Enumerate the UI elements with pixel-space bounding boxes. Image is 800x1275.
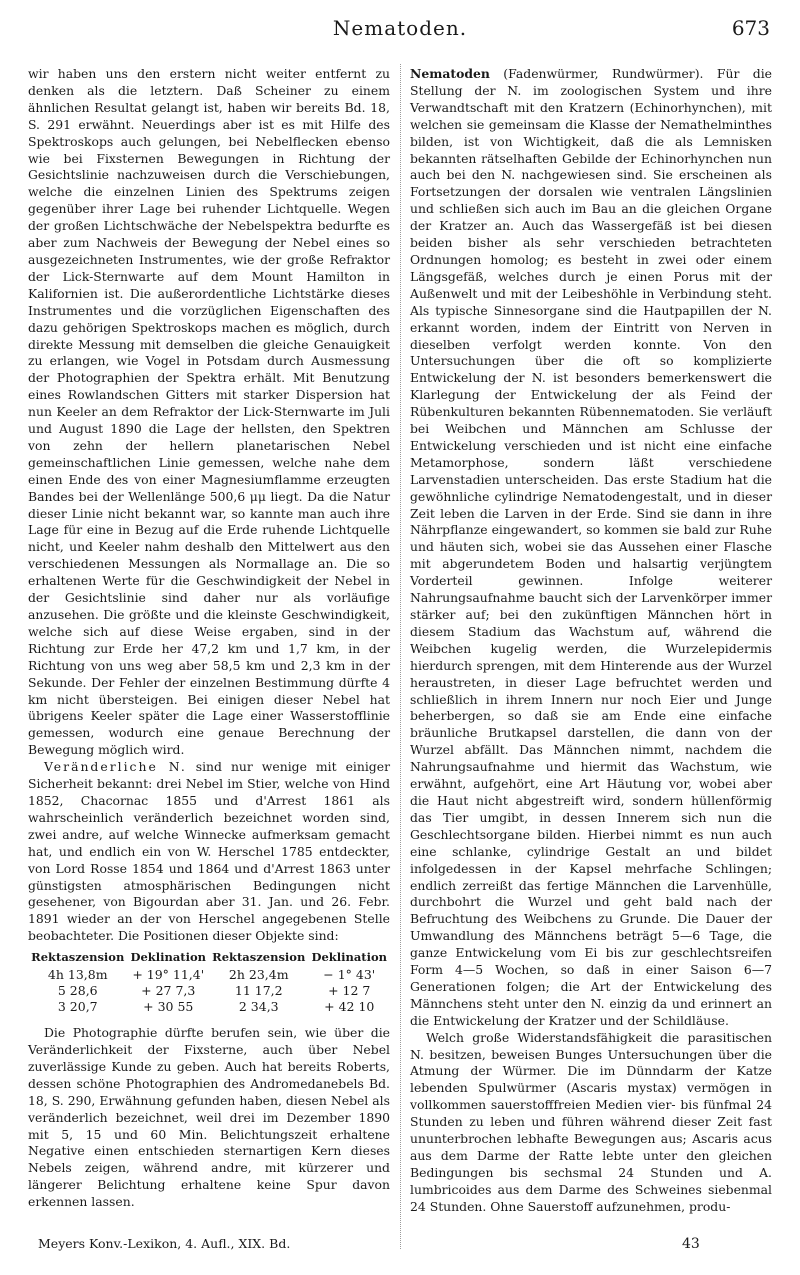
table-cell: 2 34,3 xyxy=(238,999,279,1015)
right-column xyxy=(410,66,772,1216)
footer-signature: 43 xyxy=(682,1236,700,1252)
column-header: Deklination xyxy=(311,950,388,965)
table-header-row xyxy=(28,949,390,967)
table-cell: 4h 13,8m xyxy=(47,967,108,983)
column-header: Rektaszension xyxy=(31,950,125,965)
running-title: Nematoden. xyxy=(332,16,468,40)
table-cell: 11 17,2 xyxy=(234,983,283,999)
table-cell: + 30 55 xyxy=(143,999,194,1015)
paragraph-nematodes-entry xyxy=(410,66,772,1030)
paragraph-body: (Fadenwürmer, Rundwürmer). Für die Stellung der N. im zoologischen System und ihre Verwandtschaft mit den Kratzern (Echinorhynchen), mit welchen sie gemeinsam die Klasse der Nemathelminthes bilden, ist von Wichtigkeit, daß die als Lemnisken bekannten rätselhaften Gebilde der Echinorhynchen nun auch bei den N. nachgewiesen sind. Sie erscheinen als Fortsetzungen der dorsalen wie ventralen Längslinien und schließen sich auch im Bau an die gleichen Organe der Kratzer an. Auch das Wassergefäß ist bei diesen beiden bisher als sehr verschieden betrachteten Ordnungen homolog; es besteht in zwei oder einem Längsgefäß, welches durch je einen Porus mit der Außenwelt und mit der Leibeshöhle in Verbindung steht. Als typische Sinnesorgane sind die Hautpapillen der N. erkannt worden, indem der Eintritt von Nerven in dieselben verfolgt werden konnte. Von den Untersuchungen über die oft so komplizierte Entwickelung der N. ist besonders bemerkenswert die Klarlegung der Entwickelung der als Feind der Rübenkulturen bekannten Rübennematoden. Sie verläuft bei Weibchen und Männchen am Schlusse der Entwickelung verschieden und ist nicht eine einfache Metamorphose, sondern läßt verschiedene Larvenstadien unterscheiden. Das erste Stadium hat die gewöhnliche cylindrige Nematodengestalt, und in dieser Zeit leben die Larven in der Erde. Sind sie dann in ihre Nährpflanze eingewandert, so kommen sie bald zur Ruhe und häuten sich, wobei sie das Aussehen einer Flasche mit abgerundetem Boden und halsartig verjüngtem Vorderteil gewinnen. Infolge weiterer Nahrungsaufnahme baucht sich der Larvenkörper immer stärker auf; bei den zukünftigen Männchen hört in diesem Stadium das Wachstum auf, während die Weibchen kugelig werden, die Wurzelepidermis hierdurch sprengen, mit dem Hinterende aus der Wurzel heraustreten, in dieser Lage befruchtet werden und schließlich in ihrem Innern nur noch Eier und Junge beherbergen, so daß sie am Ende eine einfache bräunliche Brutkapsel darstellen, die dann von der Wurzel abfällt. Das Männchen nimmt, nachdem die Nahrungsaufnahme und hiermit das Wachstum, wie erwähnt, aufgehört, eine Art Häutung vor, wobei aber die Haut nicht abgestreift wird, sondern hüllenförmig das Tier umgibt, in dessen Innerem sich nun die Geschlechtsorgane bilden. Hierbei nimmt es nun auch eine schlanke, cylindrige Gestalt an und bildet infolgedessen in der Kapsel mehrfache Schlingen; endlich zerreißt das fertige Männchen die Larvenhülle, durchbohrt die Wurzel und geht bald nach der Befruchtung des Weibchens zu Grunde. Die Dauer der Umwandlung des Männchens beträgt 5—6 Tage, die ganze Entwickelung vom Ei bis zur geschlechtsreifen Form 4—5 Wochen, so daß in einer Saison 6—7 Generationen folgen; die Art der Entwickelung des Männchens steht unter den N. einzig da und erinnert an die Entwickelung der Kratzer und der Schildläuse. xyxy=(410,66,772,1028)
paragraph-photography: Die Photographie dürfte berufen sein, wie über die Veränderlichkeit der Fixsterne, auch über Nebel zuverlässige Kunde zu geben. Auch hat bereits Roberts, dessen schöne Photographien des Andromedanebels Bd. 18, S. 290, Erwähnung gefunden haben, diesen Nebel als veränderlich bezeichnet, weil drei im Dezember 1890 mit 5, 15 und 60 Min. Belichtungszeit erhaltene Negative einen entschieden sternartigen Kern dieses Nebels zeigen, während andre, mit kürzerer und längerer Belichtung erhaltene keine Spur davon erkennen lassen. xyxy=(28,1025,390,1210)
table-row xyxy=(28,983,390,999)
column-divider xyxy=(400,64,401,1249)
page-number: 673 xyxy=(731,16,770,40)
table-cell: 2h 23,4m xyxy=(228,967,289,983)
lead-term-variable-nebulae: Veränderliche N. xyxy=(44,759,187,775)
table-cell: + 42 10 xyxy=(324,999,375,1015)
table-cell: 5 28,6 xyxy=(57,983,98,999)
table-cell: + 12 7 xyxy=(328,983,371,999)
page-header xyxy=(30,6,770,46)
column-header: Rektaszension xyxy=(212,950,306,965)
table-cell: − 1° 43' xyxy=(323,967,376,983)
table-cell: + 27 7,3 xyxy=(141,983,196,999)
entry-headword: Nematoden xyxy=(410,66,490,81)
paragraph-nebula-motion: wir haben uns den erstern nicht weiter entfernt zu denken als die letztern. Daß Scheiner zu einem ähnlichen Resultat gelangt ist, haben wir bereits Bd. 18, S. 291 erwähnt. Neuerdings aber ist es mit Hilfe des Spektroskops auch gelungen, bei Nebelflecken ebenso wie bei Fixsternen Bewegungen in Richtung der Gesichtslinie nachzuweisen durch die Verschiebungen, welche die einzelnen Linien des Spektrums zeigen gegenüber ihrer Lage bei ruhender Lichtquelle. Wegen der großen Lichtschwäche der Nebelspektra bedurfte es aber zum Nachweis der Bewegung der Nebel eines so ausgezeichneten Instrumentes, wie der große Refraktor der Lick-Sternwarte auf dem Mount Hamilton in Kalifornien ist. Die außerordentliche Lichtstärke dieses Instrumentes und die vorzüglichen Eigenschaften des dazu gehörigen Spektroskops machen es möglich, durch direkte Messung mit demselben die gleiche Genauigkeit zu erlangen, wie Vogel in Potsdam durch Ausmessung der Photographien der Spektra erhält. Mit Benutzung eines Rowlandschen Gitters mit starker Dispersion hat nun Keeler an dem Refraktor der Lick-Sternwarte im Juli und August 1890 die Lage der hellsten, den Spektren von zehn der hellern planetarischen Nebel gemeinschaftlichen Linie gemessen, welche nahe dem einen Ende des von einer Magnesiumflamme erzeugten Bandes bei der Wellenlänge 500,6 μμ liegt. Da die Natur dieser Linie nicht bekannt war, so kannte man auch ihre Lage für eine in Bezug auf die Erde ruhende Lichtquelle nicht, und Keeler nahm deshalb den Mittelwert aus den verschiedenen Messungen als Normallage an. Die so erhaltenen Werte für die Geschwindigkeit der Nebel in der Gesichtslinie sind daher nur als vorläufige anzusehen. Die größte und die kleinste Geschwindigkeit, welche sich auf diese Weise ergaben, sind in der Richtung zur Erde her 47,2 km und 1,7 km, in der Richtung von uns weg aber 58,5 km und 2,3 km in der Sekunde. Der Fehler der einzelnen Bestimmung dürfte 4 km nicht übersteigen. Bei einigen dieser Nebel hat übrigens Keeler später die Lage einer Wasserstofflinie gemessen, wodurch eine genaue Berechnung der Bewegung möglich wird. xyxy=(28,66,390,758)
left-column xyxy=(28,66,390,1211)
column-header: Deklination xyxy=(130,950,207,965)
paragraph-variable-nebulae xyxy=(28,759,390,945)
table-cell: 3 20,7 xyxy=(57,999,98,1015)
footer-source: Meyers Konv.-Lexikon, 4. Aufl., XIX. Bd. xyxy=(38,1236,291,1251)
positions-table xyxy=(28,949,390,1015)
paragraph-body: sind nur wenige mit einiger Sicherheit bekannt: drei Nebel im Stier, welche von Hind 1852, Chacornac 1855 und d'Arrest 1861 als wahrscheinlich veränderlich bezeichnet worden sind, zwei andre, auf welche Winnecke aufmerksam gemacht hat, und endlich ein von W. Herschel 1785 entdeckter, von Lord Rosse 1854 und 1864 und d'Arrest 1863 unter günstigsten atmosphärischen Bedingungen nicht gesehener, von Bigourdan aber 31. Jan. und 26. Febr. 1891 wieder an der von Herschel angegebenen Stelle beobachteter. Die Positionen dieser Objekte sind: xyxy=(28,759,390,944)
table-cell: + 19° 11,4' xyxy=(132,967,205,983)
table-row xyxy=(28,999,390,1015)
paragraph-resistance: Welch große Widerstandsfähigkeit die parasitischen N. besitzen, beweisen Bunges Untersuchungen über die Atmung der Würmer. Die im Dünndarm der Katze lebenden Spulwürmer (Ascaris mystax) vermögen in vollkommen sauerstofffreien Medien vier- bis fünfmal 24 Stunden zu leben und führen während dieser Zeit fast ununterbrochen lebhafte Bewegungen aus; Ascaris acus aus dem Darme der Ratte lebte unter den gleichen Bedingungen bis sechsmal 24 Stunden und A. lumbricoides aus dem Darme des Schweines siebenmal 24 Stunden. Ohne Sauerstoff aufzunehmen, produ- xyxy=(410,1029,772,1214)
table-row xyxy=(28,967,390,983)
